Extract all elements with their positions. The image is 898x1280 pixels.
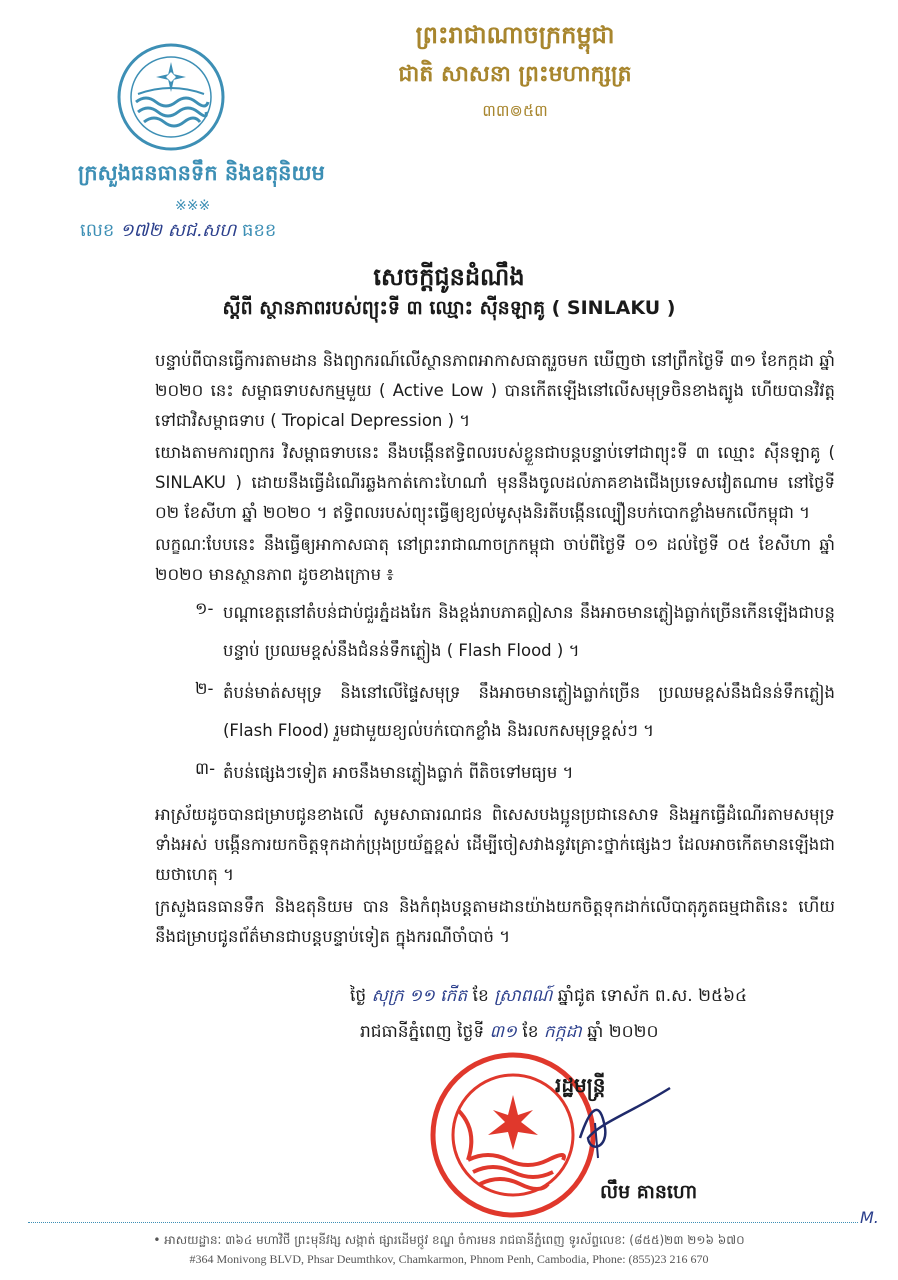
list-text: បណ្តាខេត្តនៅតំបន់ជាប់ជួរភ្នំដងរែក និងខ្ពង់រាបភាគឦសាន នឹងអាចមានភ្លៀងធ្លាក់ច្រើនកើនឡើងជាបន្តបន្ទាប់ ប្រឈមខ្ពស់នឹងជំនន់ទឹកភ្លៀង ( Flash Flood ) ។ xyxy=(223,603,835,660)
list-item xyxy=(195,674,835,750)
month-label: ខែ xyxy=(522,1022,539,1042)
place-date-prefix: រាជធានីភ្នំពេញ ថ្ងៃទី xyxy=(360,1022,485,1042)
lunar-date xyxy=(350,985,850,1010)
forecast-list xyxy=(195,594,835,792)
footer-english-address: #364 Monivong BLVD, Phsar Deumthkov, Chamkarmon, Phnom Penh, Cambodia, Phone: (855)23 216 670 xyxy=(189,1252,709,1266)
minister-name: លឹម គានហោ xyxy=(600,1181,698,1203)
footer-initial: M. xyxy=(860,1208,879,1227)
kingdom-heading: ព្រះរាជាណាចក្រកម្ពុជា xyxy=(415,20,615,49)
ministry-name: ក្រសួងធនធានទឹក និងឧតុនិយម xyxy=(78,160,325,185)
reference-value: ១៧២ សជ.សហ xyxy=(120,220,237,241)
list-text: តំបន់មាត់សមុទ្រ និងនៅលើផ្ទៃសមុទ្រ នឹងអាចមានភ្លៀងធ្លាក់ច្រើន ប្រឈមខ្ពស់នឹងជំនន់ទឹកភ្លៀង (Flash Flood) រួមជាមួយខ្យល់បក់បោកខ្លាំង និងរលកសមុទ្រខ្ពស់ៗ ។ xyxy=(223,683,835,740)
paragraph-5: ក្រសួងធនធានទឹក និងឧតុនិយម បាន និងកំពុងបន្តតាមដានយ៉ាងយកចិត្តទុកដាក់លើបាតុភូតធម្មជាតិនេះ ហើយនឹងជម្រាបជូនព័ត៌មានជាបន្តបន្ទាប់ទៀត ក្នុងករណីចាំបាច់ ។ xyxy=(155,897,835,946)
ministry-ornament: ※※※ xyxy=(175,198,211,214)
list-number: ៣- xyxy=(195,759,216,778)
lunar-year: ឆ្នាំជូត ទោស័ក ព.ស. ២៥៦៤ xyxy=(557,986,748,1006)
lunar-prefix: ថ្ងៃ xyxy=(350,986,367,1006)
header-ornament: ៣៣៙៥៣ xyxy=(482,101,548,120)
list-number: ២- xyxy=(195,679,214,698)
list-item xyxy=(195,594,835,670)
list-text: តំបន់ផ្សេងៗទៀត អាចនឹងមានភ្លៀងធ្លាក់ ពីតិចទៅមធ្យម ។ xyxy=(223,763,574,782)
ministry-logo xyxy=(116,42,226,152)
lunar-month: ស្រាពណ៍ xyxy=(494,986,553,1006)
notice-title: សេចក្តីជូនដំណឹង xyxy=(373,262,525,291)
notice-subject: ស្តីពី ស្ថានភាពរបស់ព្យុះទី ៣ ឈ្មោះ ស៊ីនឡាគូ ( SINLAKU ) xyxy=(222,297,676,319)
list-number: ១- xyxy=(195,599,214,618)
notice-body xyxy=(155,346,835,952)
paragraph-3: លក្ខណៈបែបនេះ នឹងធ្វើឲ្យអាកាសធាតុ នៅព្រះរាជាណាចក្រកម្ពុជា ចាប់ពីថ្ងៃទី ០១ ដល់ថ្ងៃទី ០៥ ខែសីហា ឆ្នាំ ២០២០ មានស្ថានភាព ដូចខាងក្រោម ៖ xyxy=(155,535,835,584)
reference-label: លេខ xyxy=(80,220,115,241)
place-date xyxy=(360,1021,860,1046)
date-day: ៣១ xyxy=(489,1022,517,1042)
list-item xyxy=(195,754,835,792)
footer-khmer-address: • អាសយដ្ឋានៈ ៣៦៤ មហាវិថី ព្រះមុនីវង្ស សង្កាត់ ផ្សារដើមថ្កូវ ខណ្ឌ ចំការមន រាជធានីភ្នំពេញ ទូរស័ព្ទលេខៈ (៨៥៥)២៣ ២១៦ ៦៧០ xyxy=(153,1233,745,1247)
paragraph-1: បន្ទាប់ពីបានធ្វើការតាមដាន និងព្យាករណ៍លើស្ថានភាពអាកាសធាតុរួចមក ឃើញថា នៅព្រឹកថ្ងៃទី ៣១ ខែកក្កដា ឆ្នាំ ២០២០ នេះ សម្ពាធទាបសកម្មមួយ ( Active Low ) បានកើតឡើងនៅលើសមុទ្រចិនខាងត្បូង ហើយបានវិវត្តទៅជាវិសម្ពាធទាប ( Tropical Depression ) ។ xyxy=(155,351,835,430)
lunar-month-label: ខែ xyxy=(472,986,489,1006)
date-year: ឆ្នាំ ២០២០ xyxy=(587,1022,659,1042)
minister-title: រដ្ឋមន្ត្រី xyxy=(555,1073,606,1097)
lunar-day: សុក្រ ១១ កើត xyxy=(371,986,468,1006)
handwritten-signature xyxy=(560,1068,690,1168)
national-motto: ជាតិ សាសនា ព្រះមហាក្សត្រ xyxy=(398,61,632,87)
paragraph-4: អាស្រ័យដូចបានជម្រាបជូនខាងលើ សូមសាធារណជន ពិសេសបងប្អូនប្រជានេសាទ និងអ្នកធ្វើដំណើរតាមសមុទ្រទាំងអស់ បង្កើនការយកចិត្តទុកដាក់ប្រុងប្រយ័ត្នខ្ពស់ ដើម្បីចៀសវាងនូវគ្រោះថ្នាក់ផ្សេងៗ ដែលអាចកើតមានឡើងជាយថាហេតុ ។ xyxy=(155,805,835,884)
reference-suffix: ធខខ xyxy=(242,220,277,241)
paragraph-2: យោងតាមការព្យាករ វិសម្ពាធទាបនេះ នឹងបង្កើនឥទ្ធិពលរបស់ខ្លួនជាបន្តបន្ទាប់ទៅជាព្យុះទី ៣ ឈ្មោះ ស៊ីនឡាគូ ( SINLAKU ) ដោយនឹងធ្វើដំណើរឆ្លងកាត់កោះហៃណាំ មុននឹងចូលដល់ភាគខាងជើងប្រទេសវៀតណាម នៅថ្ងៃទី ០២ ខែសីហា ឆ្នាំ ២០២០ ។ ឥទ្ធិពលរបស់ព្យុះធ្វើឲ្យខ្យល់មូសុងនិរតីបង្កើនល្បឿនបក់បោកខ្លាំងមកលើកម្ពុជា ។ xyxy=(155,443,835,522)
footer-divider xyxy=(28,1222,858,1223)
reference-number xyxy=(80,218,276,245)
date-month: កក្កដា xyxy=(543,1022,582,1042)
